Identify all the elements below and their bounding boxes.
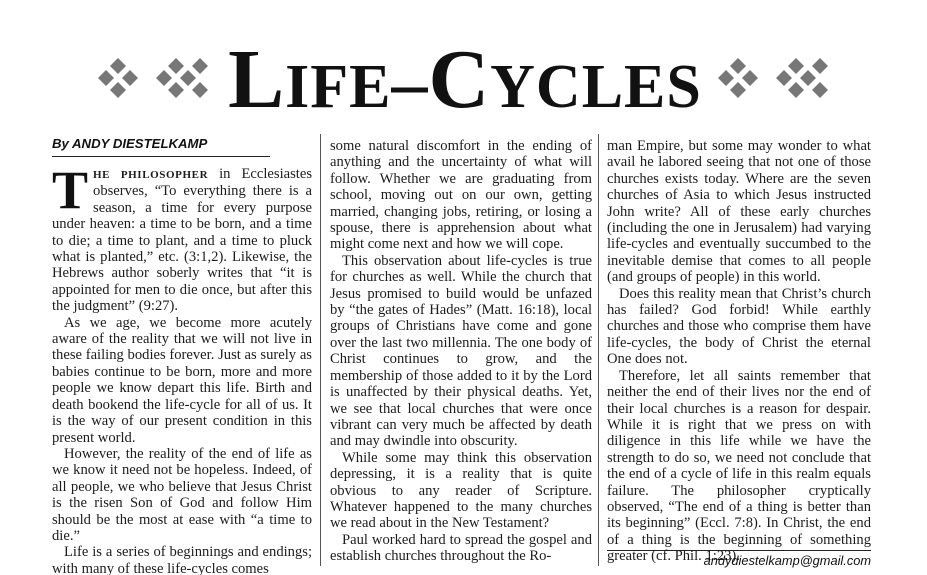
paragraph: some natural discomfort in the ending of anything and the uncertainty of what will follow. Whether we are graduating from school, moving out on our own, getting married, changing jobs, retiring, or losing a spouse, there is apprehension about what might come next and how we will cope. — [330, 138, 592, 253]
byline: By ANDY DIESTELKAMP — [52, 136, 208, 151]
lead-paragraph: THE PHILOSOPHER in Ecclesiastes observes, “To everything there is a season, a time for every purpose under heaven: a time to be born, and a time to die; a time to plant, and a time to pluck what is planted,” etc. (3:1,2). Likewise, the Hebrews author soberly writes that “it is appointed for men to die once, but after this the judgment” (9:27). — [52, 160, 312, 315]
article-column-2 — [330, 138, 592, 565]
author-email: andydiestelkamp@gmail.com — [703, 553, 871, 568]
paragraph: Therefore, let all saints remember that neither the end of their lives nor the end of their local churches is a reason for despair. While it is right that we press on with diligence in this life while we have the strength to do so, we need not conclude that the end of a cycle of life in this realm equals failure. The philosopher cryptically observed, “The end of a thing is better than its beginning” (Eccl. 7:8). In Christ, the end of a thing is the beginning of something greater (cf. Phil. 1:23). — [607, 367, 871, 565]
article-column-3 — [607, 138, 871, 565]
lead-smallcaps: HE PHILOSOPHER — [93, 169, 209, 181]
page-title: LIFE–CYCLES — [228, 33, 702, 126]
drop-cap: T — [52, 160, 89, 220]
paragraph: This observation about life-cycles is true for churches as well. While the church that Jesus promised to build would be unfazed by “the gates of Hades” (Matt. 16:18), local groups of Christians have come and gone over the last two millennia. The one body of Christ continues to grow, and the membership of those added to it by the Lord is unaffected by their physical deaths. Yet, we see that local churches that were once vibrant can very much be affected by death and may dwindle into obscurity. — [330, 252, 592, 450]
signature-rule — [607, 550, 871, 551]
paragraph: man Empire, but some may wonder to what avail he labored seeing that not one of those churches exists today. Where are the seven churches of Asia to which Jesus instructed John write? All of these early churches (including the one in Jerusalem) had varying life-cycles and eventually succumbed to the inevitable demise that comes to all people (and groups of people) in this world. — [607, 138, 871, 286]
paragraph: As we age, we become more acutely aware of the reality that we will not live in these failing bodies forever. Just as surely as babies continue to be born, more and more people we know depart this life. Birth and death bookend the life-cycle for all of us. It is the way of our present condition in this present world. — [52, 314, 312, 446]
masthead — [0, 33, 927, 126]
column-divider — [320, 134, 321, 566]
diamond-cluster-icon — [92, 52, 220, 112]
paragraph: Life is a series of beginnings and endings; with many of these life-cycles comes — [52, 544, 312, 575]
column-divider — [598, 134, 599, 566]
paragraph: Does this reality mean that Christ’s church has failed? God forbid! While earthly churches and those who comprise them have life-cycles, the body of Christ the eternal One does not. — [607, 285, 871, 368]
diamond-cluster-icon — [712, 52, 840, 112]
article-column-1 — [52, 160, 312, 575]
byline-rule — [52, 156, 270, 157]
paragraph: While some may think this observation depressing, it is a reality that is quite obvious to any reader of Scripture. Whatever happened to the many churches we read about in the New Testament? — [330, 449, 592, 532]
paragraph: Paul worked hard to spread the gospel and establish churches throughout the Ro- — [330, 531, 592, 565]
paragraph: However, the reality of the end of life as we know it need not be hopeless. Indeed, of all people, we who believe that Jesus Christ is the risen Son of God and follow Him should be the most at ease with “a time to die.” — [52, 445, 312, 544]
